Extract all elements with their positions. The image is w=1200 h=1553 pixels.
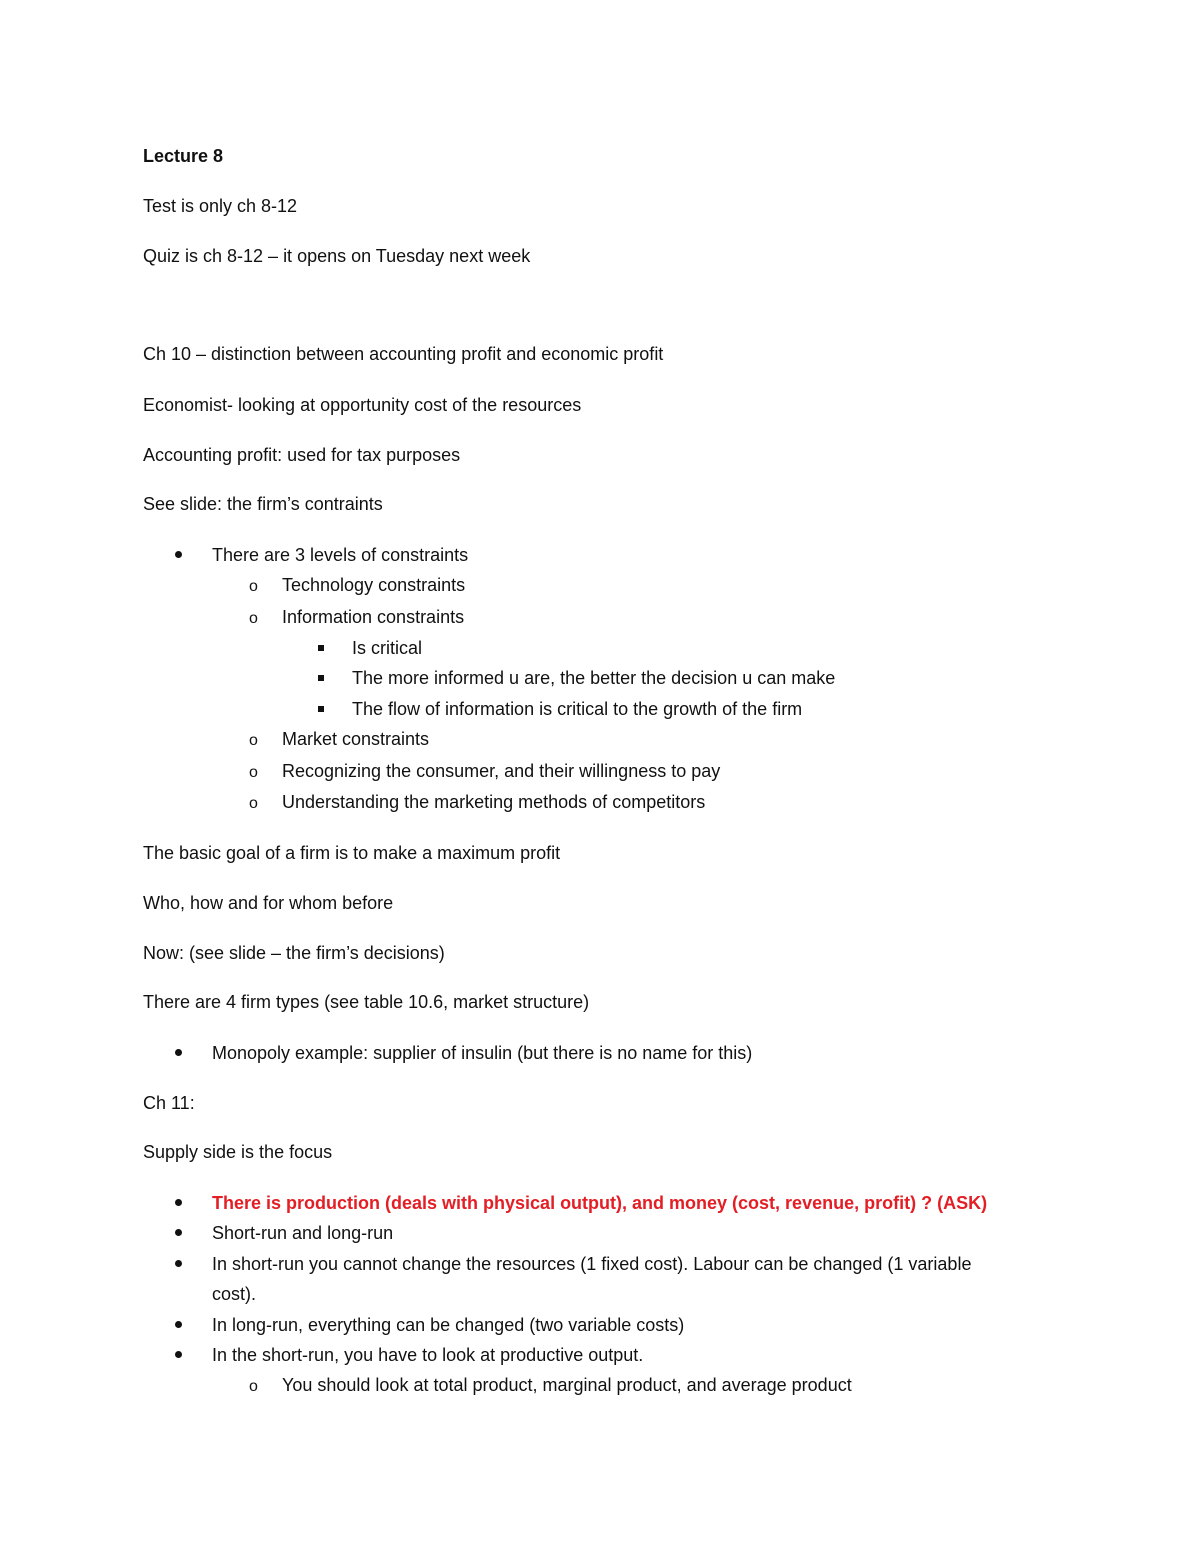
bullet-square-icon bbox=[318, 645, 324, 651]
list-item: In the short-run, you have to look at productive output. bbox=[212, 1345, 644, 1365]
list-item-continuation: cost). bbox=[212, 1284, 257, 1304]
text-line: Accounting profit: used for tax purposes bbox=[143, 445, 461, 465]
list-item: Technology constraints bbox=[282, 575, 466, 595]
lecture-title: Lecture 8 bbox=[143, 146, 224, 166]
text-line: See slide: the firm’s contraints bbox=[143, 494, 383, 514]
text-line: Ch 11: bbox=[143, 1093, 195, 1113]
text-line: Who, how and for whom before bbox=[143, 893, 394, 913]
bullet-square-icon bbox=[318, 675, 324, 681]
bullet-disc-icon bbox=[175, 1351, 182, 1358]
text-line: Supply side is the focus bbox=[143, 1142, 333, 1162]
list-item: In long-run, everything can be changed (two variable costs) bbox=[212, 1315, 685, 1335]
text-line: Quiz is ch 8-12 – it opens on Tuesday next week bbox=[143, 246, 531, 266]
bullet-disc-icon bbox=[175, 551, 182, 558]
bullet-disc-icon bbox=[175, 1199, 182, 1206]
text-line: Test is only ch 8-12 bbox=[143, 196, 298, 216]
list-item: Understanding the marketing methods of competitors bbox=[282, 792, 706, 812]
list-item: Market constraints bbox=[282, 729, 430, 749]
bullet-circle-icon: o bbox=[249, 578, 258, 595]
highlighted-list-item: There is production (deals with physical output), and money (cost, revenue, profit) ? (ASK) bbox=[212, 1193, 988, 1213]
list-item: Recognizing the consumer, and their willingness to pay bbox=[282, 761, 721, 781]
bullet-disc-icon bbox=[175, 1321, 182, 1328]
text-line: There are 4 firm types (see table 10.6, market structure) bbox=[143, 992, 590, 1012]
bullet-circle-icon: o bbox=[249, 764, 258, 781]
bullet-circle-icon: o bbox=[249, 732, 258, 749]
list-item: Information constraints bbox=[282, 607, 465, 627]
list-item: The more informed u are, the better the decision u can make bbox=[352, 668, 836, 688]
bullet-circle-icon: o bbox=[249, 610, 258, 627]
list-item: The flow of information is critical to the growth of the firm bbox=[352, 699, 803, 719]
list-item: Short-run and long-run bbox=[212, 1223, 394, 1243]
bullet-disc-icon bbox=[175, 1229, 182, 1236]
list-item: Is critical bbox=[352, 638, 423, 658]
bullet-disc-icon bbox=[175, 1260, 182, 1267]
text-line: The basic goal of a firm is to make a maximum profit bbox=[143, 843, 561, 863]
bullet-circle-icon: o bbox=[249, 795, 258, 812]
bullet-circle-icon: o bbox=[249, 1378, 258, 1395]
list-item: In short-run you cannot change the resources (1 fixed cost). Labour can be changed (1 variable bbox=[212, 1254, 972, 1274]
bullet-disc-icon bbox=[175, 1049, 182, 1056]
bullet-square-icon bbox=[318, 706, 324, 712]
text-line: Now: (see slide – the firm’s decisions) bbox=[143, 943, 445, 963]
text-line: Ch 10 – distinction between accounting profit and economic profit bbox=[143, 344, 664, 364]
text-line: Economist- looking at opportunity cost of the resources bbox=[143, 395, 582, 415]
list-item: Monopoly example: supplier of insulin (but there is no name for this) bbox=[212, 1043, 753, 1063]
list-item: You should look at total product, marginal product, and average product bbox=[282, 1375, 852, 1395]
list-item: There are 3 levels of constraints bbox=[212, 545, 469, 565]
